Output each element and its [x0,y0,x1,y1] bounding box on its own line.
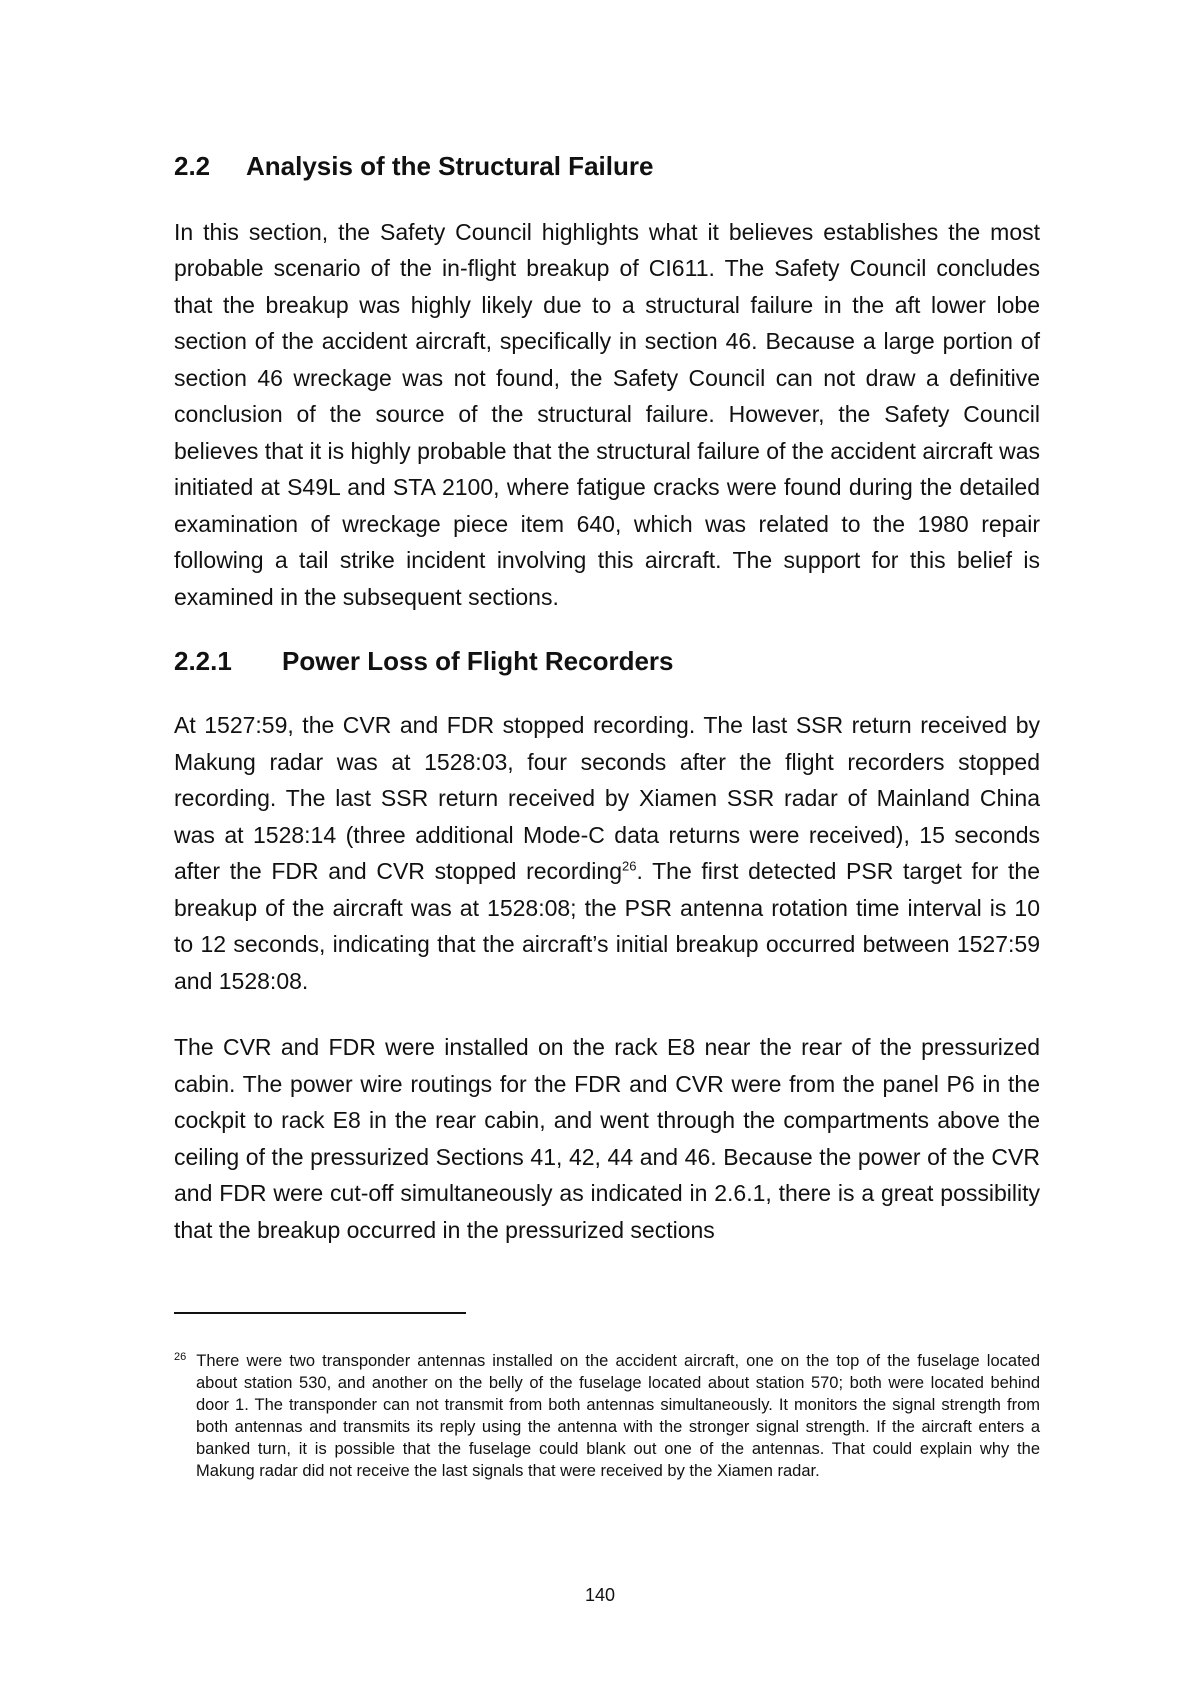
section-number: 2.2 [174,151,211,181]
footnote [174,1350,1040,1482]
subsection-number: 2.2.1 [174,646,232,677]
paragraph-1-text-before-ref: At 1527:59, the CVR and FDR stopped recording. The last SSR return received by Makung radar was at 1528:03, four seconds after the flight recorders stopped recording. The last SSR return received by Xiamen SSR radar of Mainland China was at 1528:14 (three additional Mode-C data returns were received), 15 seconds after the FDR and CVR stopped recording [174,712,1040,885]
footnote-body [174,1350,1040,1482]
subsection-heading [174,645,1040,679]
subsection-paragraph-1 [174,707,1040,999]
page-body [174,150,1040,1278]
footnote-separator [174,1312,466,1314]
subsection-paragraph-2: The CVR and FDR were installed on the rack E8 near the rear of the pressurized cabin. The power wire routings for the FDR and CVR were from the panel P6 in the cockpit to rack E8 in the rear cabin, and went through the compartments above the ceiling of the pressurized Sections 41, 42, 44 and 46. Because the power of the CVR and FDR were cut-off simultaneously as indicated in 2.6.1, there is a great possibility that the breakup occurred in the pressurized sections [174,1034,1040,1243]
section-heading [174,150,1040,184]
footnote-text: There were two transponder antennas installed on the accident aircraft, one on the top of the fuselage located about station 530, and another on the belly of the fuselage located about station 570; both were located behind door 1. The transponder can not transmit from both antennas simultaneously. It monitors the signal strength from both antennas and transmits its reply using the antenna with the stronger signal strength. If the aircraft enters a banked turn, it is possible that the fuselage could blank out one of the antennas. That could explain why the Makung radar did not receive the last signals that were received by the Xiamen radar. [196,1352,1040,1480]
section-paragraph: In this section, the Safety Council highlights what it believes establishes the most probable scenario of the in-flight breakup of CI611. The Safety Council concludes that the breakup was highly likely due to a structural failure in the aft lower lobe section of the accident aircraft, specifically in section 46. Because a large portion of section 46 wreckage was not found, the Safety Council can not draw a definitive conclusion of the source of the structural failure. However, the Safety Council believes that it is highly probable that the structural failure of the accident aircraft was initiated at S49L and STA 2100, where fatigue cracks were found during the detailed examination of wreckage piece item 640, which was related to the 1980 repair following a tail strike incident involving this aircraft. The support for this belief is examined in the subsequent sections. [174,218,1040,610]
footnote-reference[interactable]: 26 [621,858,637,874]
footnote-marker: 26 [174,1350,187,1363]
section-title: Analysis of the Structural Failure [246,151,654,181]
paragraph-1-text-after-ref: . The first detected PSR target for the breakup of the aircraft was at 1528:08; the PSR antenna rotation time interval is 10 to 12 seconds, indicating that the aircraft’s initial breakup occurred between 1527:59 and 1528:08. [174,858,1040,994]
subsection-title: Power Loss of Flight Recorders [282,646,674,677]
page-number: 140 [584,1585,616,1605]
